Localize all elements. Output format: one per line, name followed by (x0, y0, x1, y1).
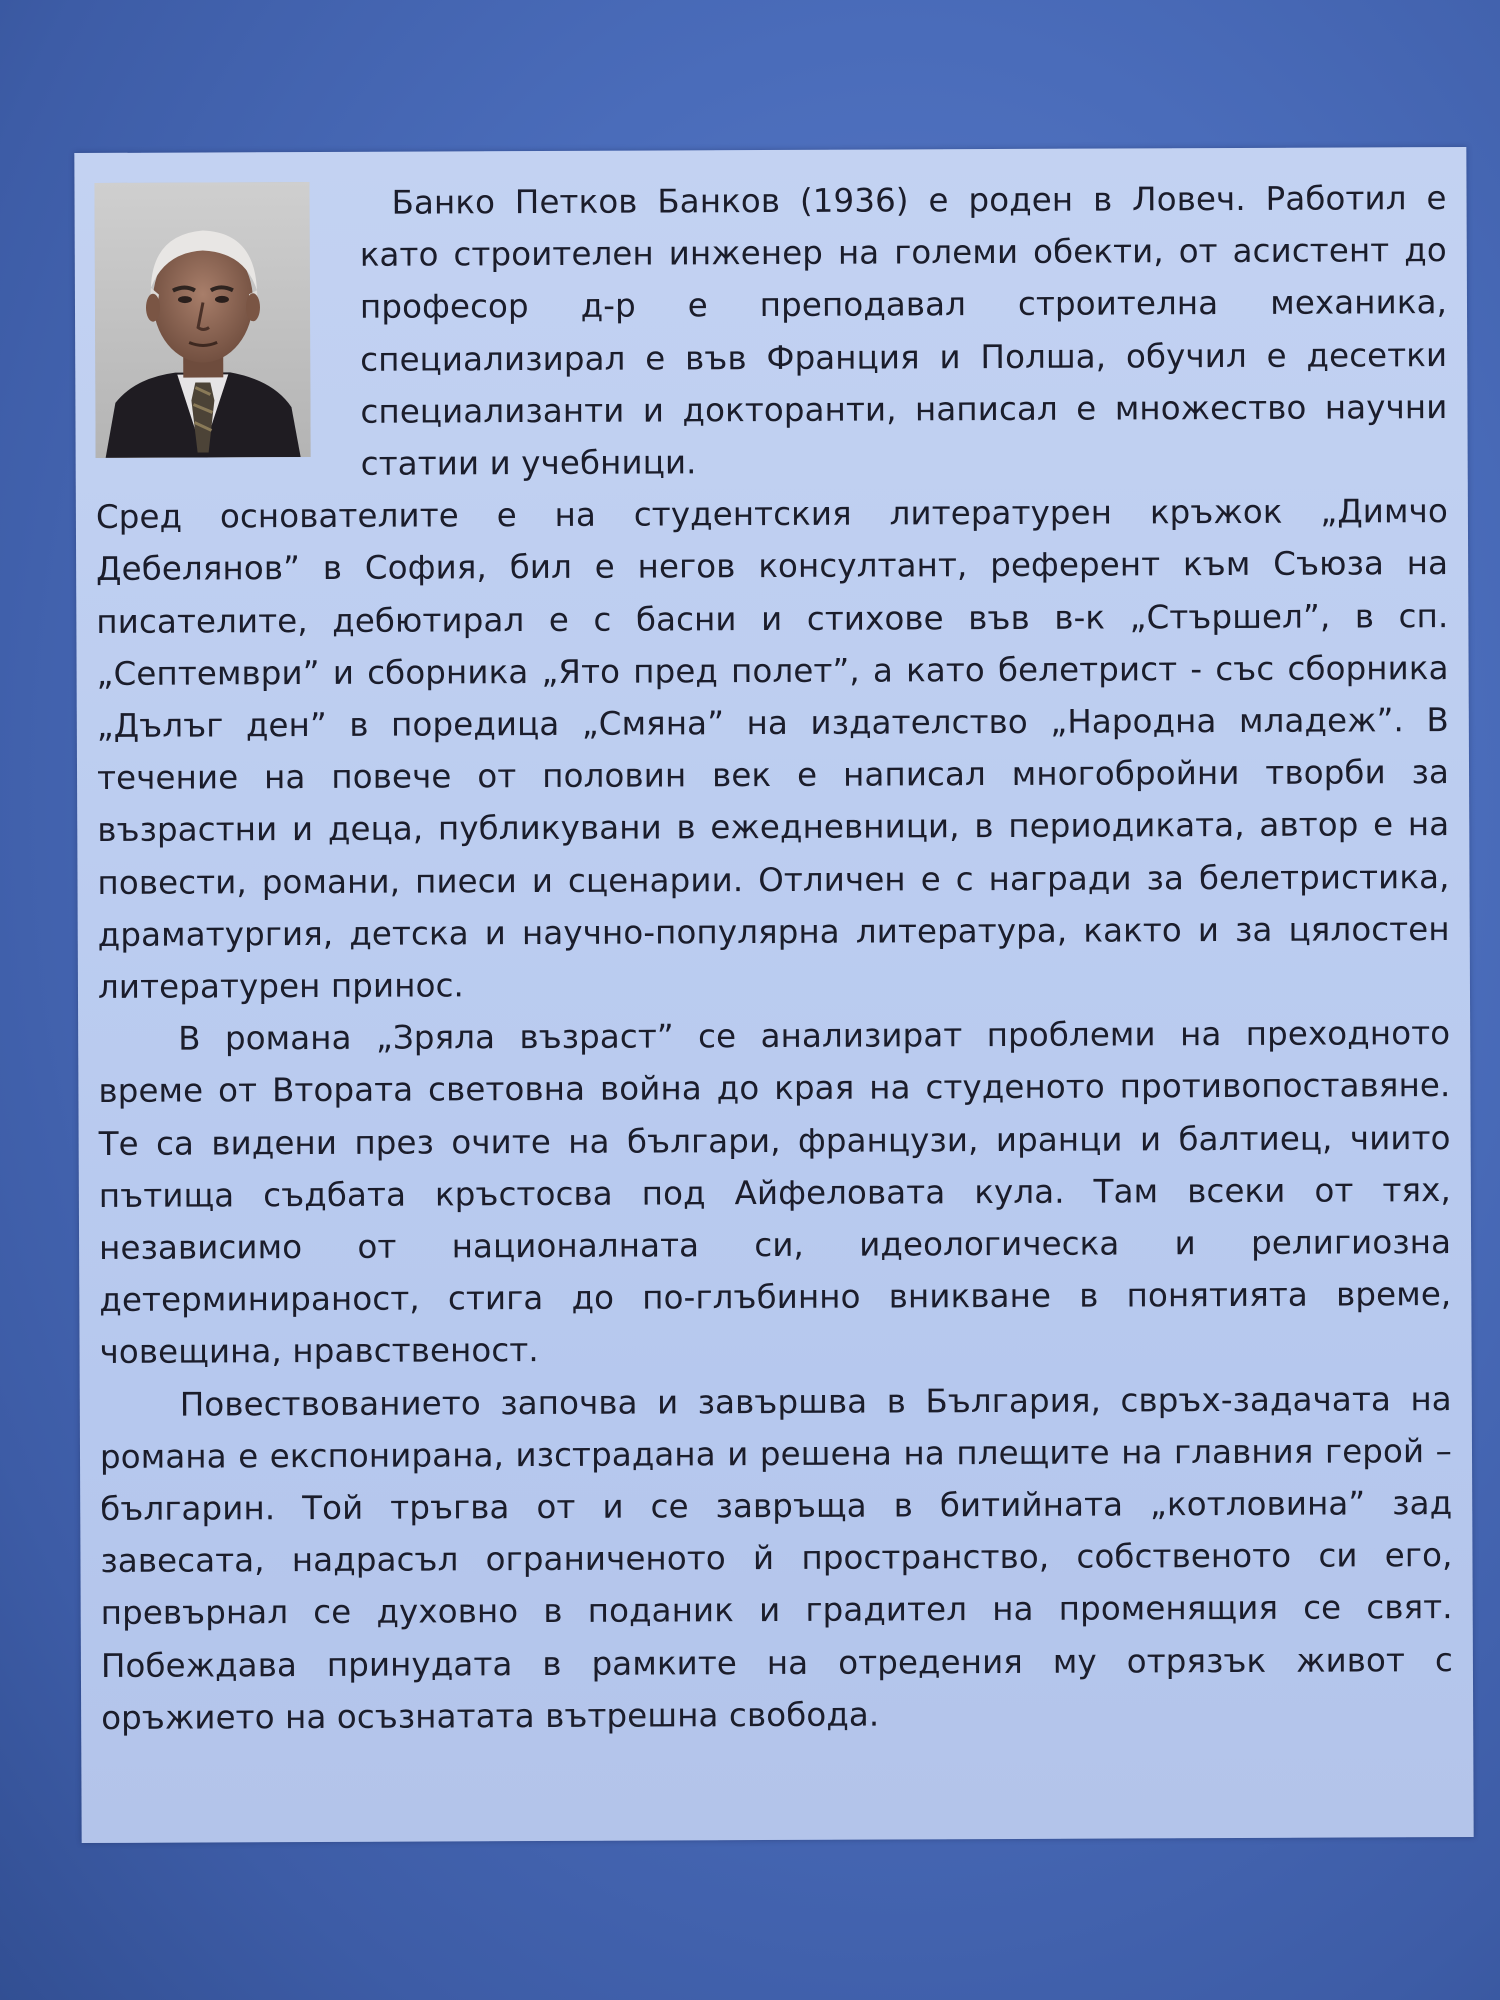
author-photo (94, 182, 310, 458)
bio-paragraph: Банко Петков Банков (1936) е роден в Ловеч. Работил е като строителен инженер на големи обекти, от асистент до професор д-р е преподавал строителна механика, специализирал е във Франция и Полша, обучил е десетки специализанти и докторанти, написал е множество научни статии и учебници. (359, 179, 1448, 483)
career-paragraph: Сред основателите е на студентския литературен кръжок „Димчо Дебелянов” в София, бил е негов консултант, референт към Съюза на писателите, дебютирал е с басни и стихове във в-к „Стършел”, в сп. „Септември” и сборника „Ято пред полет”, а като белетрист - със сборника „Дълъг ден” в поредица „Смяна” на издателство „Народна младеж”. В течение на повече от половин век е написал многобройни творби за възрастни и деца, публикувани в ежедневници, в периодиката, автор е на повести, романи, пиеси и сценарии. Отличен е с награди за белетристика, драматургия, детска и научно-популярна литература, както и за цялостен литературен принос. (95, 492, 1450, 1006)
narrative-paragraph: Повествованието започва и завършва в България, свръх-задачата на романа е експонирана, изстрадана и решена на плещите на главния герой – българин. Той тръгва от и се завръща в битийната „котловина” зад завесата, надрасъл ограниченото й пространство, собственото си его, превърнал се духовно в поданик и градител на променящия се свят. Побеждава принудата в рамките на отредения му отрязък живот с оръжието на осъзнатата вътрешна свобода. (99, 1379, 1453, 1737)
author-portrait-icon (94, 182, 310, 458)
book-blurb-panel (74, 147, 1473, 1843)
novel-summary-paragraph: В романа „Зряла възраст” се анализират проблеми на преходното време от Втората световна война до края на студеното противопоставяне. Те са видени през очите на българи, французи, иранци и балтиец, чиито пътища съдбата кръстосва под Айфеловата кула. Там всеки от тях, независимо от националната си, идеологическа и религиозна детерминираност, стига до по-глъбинно вникване в понятията време, човещина, нравственост. (98, 1014, 1452, 1372)
